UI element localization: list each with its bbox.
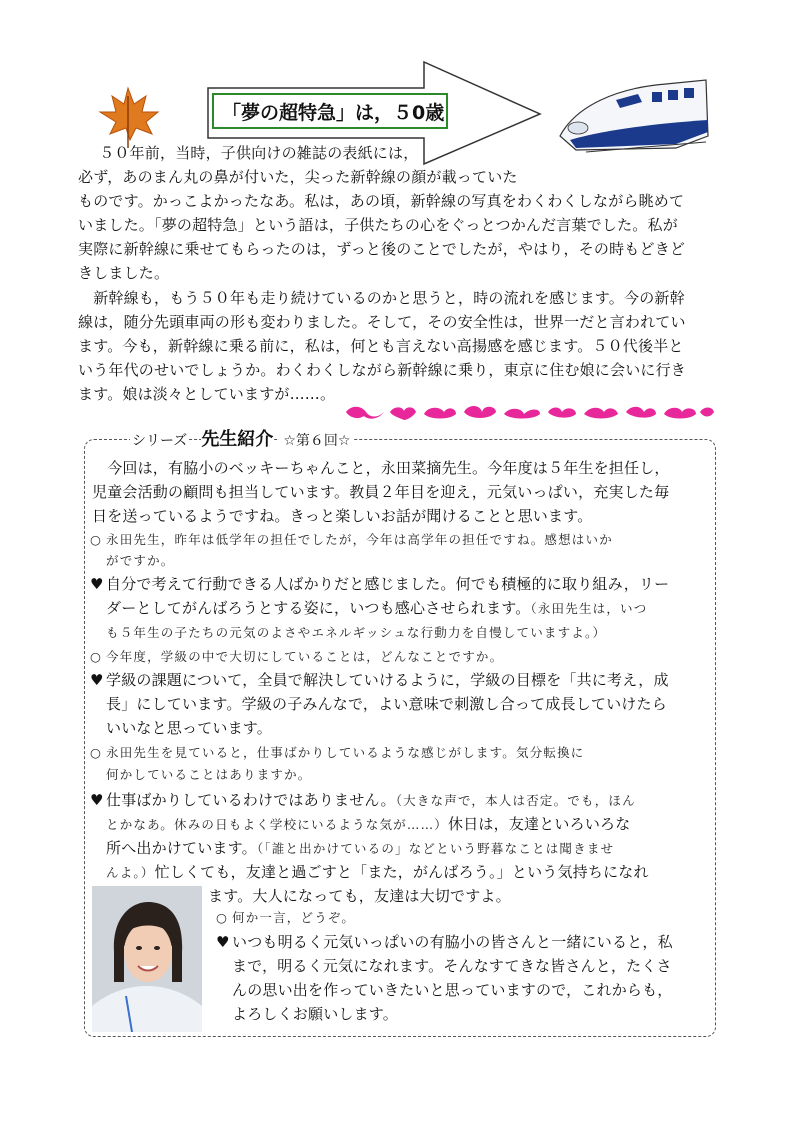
- shinkansen-train-icon: [556, 66, 714, 162]
- answer-line: まで，明るく元気になれます。そんなすてきな皆さんと，たくさ: [232, 957, 672, 975]
- answer-line: 長」にしています。学級の子みんなで，よい意味で刺激し合って成長していけたら: [106, 695, 667, 713]
- article-line: ５０年前，当時，子供向けの雑誌の表紙には，: [84, 144, 419, 162]
- question-line: ○ 何か一言，どうぞ。: [216, 908, 355, 928]
- article-line: ます。娘は淡々としていますが……。: [78, 385, 336, 403]
- article-line: いました。「夢の超特急」という語は，子供たちの心をぐっとつかんだ言葉でした。私が: [78, 216, 678, 234]
- question-line: 何かしていることはありますか。: [106, 767, 312, 782]
- answer-line: ♥ 仕事ばかりしているわけではありません。（大きな声で，本人は否定。でも，ほん: [90, 791, 636, 809]
- answer-line: いいなと思っています。: [106, 719, 273, 737]
- article-line: 新幹線も，もう５０年も走り続けているのかと思うと，時の流れを感じます。今の新幹: [78, 289, 685, 307]
- series-prefix: シリーズ: [132, 433, 188, 449]
- intro-line: 日を送っているようですね。きっと楽しいお話が聞けることと思います。: [92, 507, 593, 525]
- answer-line: ♥ 自分で考えて行動できる人ばかりだと感じました。何でも積極的に取り組み，リー: [90, 575, 670, 593]
- question-marker: ○: [90, 532, 103, 547]
- answer-line: とかなあ。休みの日もよく学校にいるような気が……）休日は，友達といろいろな: [106, 815, 631, 833]
- answer-line: ます。大人になっても，友達は大切ですよ。: [208, 887, 511, 905]
- article-line: ものです。かっこよかったなあ。私は，あの頃，新幹線の写真をわくわくしながら眺めて: [78, 192, 685, 210]
- answer-line: んよ。）忙しくても，友達と過ごすと「また，がんばろう。」という気持ちになれ: [106, 863, 649, 881]
- heart-icon: ♥: [90, 791, 104, 809]
- article-line: 線は，随分先頭車両の形も変わりました。そして，その安全性は，世界一だと言われてい: [78, 313, 686, 331]
- teacher-photo: [92, 886, 202, 1032]
- maple-leaf-icon: [94, 82, 162, 150]
- heart-icon: ♥: [90, 671, 104, 689]
- answer-line: ダーとしてがんばろうとする姿に，いつも感心させられます。（永田先生は，いつ: [106, 599, 648, 617]
- answer-line: んの思い出を作っていきたいと思っていますので，これからも，: [232, 981, 673, 999]
- answer-line: 所へ出かけています。（「誰と出かけているの」などという野暮なことは聞きませ: [106, 839, 615, 857]
- series-title: 先生紹介: [201, 429, 274, 450]
- heart-icon: ♥: [90, 575, 104, 593]
- series-header: [130, 430, 354, 451]
- question-marker: ○: [90, 649, 103, 664]
- article-line: 実際に新幹線に乗せてもらったのは，ずっと後のことでしたが，やはり，その時もどきど: [78, 240, 686, 258]
- intro-line: 児童会活動の顧問も担当しています。教員２年目を迎え，元気いっぱい，充実した毎: [92, 483, 670, 501]
- series-episode: ☆第６回☆: [279, 433, 354, 449]
- question-line: がですか。: [106, 553, 175, 568]
- teacher-portrait-icon: [92, 886, 202, 1032]
- answer-line: ♥ いつも明るく元気いっぱいの有脇小の皆さんと一緒にいると，私: [216, 933, 673, 951]
- question-marker: ○: [216, 910, 229, 925]
- article-title: 「夢の超特急」は，５0歳: [212, 93, 448, 129]
- question-line: ○ 永田先生を見ていると，仕事ばかりしているような感じがします。気分転換に: [90, 743, 585, 763]
- article-line: ます。今も，新幹線に乗る前に，私は，何とも言えない高揚感を感じます。５０代後半と: [78, 337, 684, 355]
- intro-line: 今回は，有脇小のベッキーちゃんこと，永田菜摘先生。今年度は５年生を担任し，: [92, 459, 670, 477]
- article-line: いう年代のせいでしょうか。わくわくしながら新幹線に乗り，東京に住む娘に会いに行き: [78, 361, 687, 379]
- answer-line: ♥ 学級の課題について，全員で解決していけるように，学級の目標を「共に考え，成: [90, 671, 669, 689]
- question-marker: ○: [90, 745, 103, 760]
- answer-line: も５年生の子たちの元気のよさやエネルギッシュな行動力を自慢していますよ。）: [106, 625, 607, 640]
- article-line: 必ず，あのまん丸の鼻が付いた，尖った新幹線の顔が載っていた: [78, 168, 518, 186]
- answer-line: よろしくお願いします。: [232, 1005, 399, 1023]
- hearts-border-decoration: [344, 402, 716, 422]
- article-line: きしました。: [78, 264, 170, 282]
- question-line: ○ 永田先生，昨年は低学年の担任でしたが，今年は高学年の担任ですね。感想はいか: [90, 530, 613, 550]
- heart-icon: ♥: [216, 933, 230, 951]
- question-line: ○ 今年度，学級の中で大切にしていることは，どんなことですか。: [90, 647, 503, 667]
